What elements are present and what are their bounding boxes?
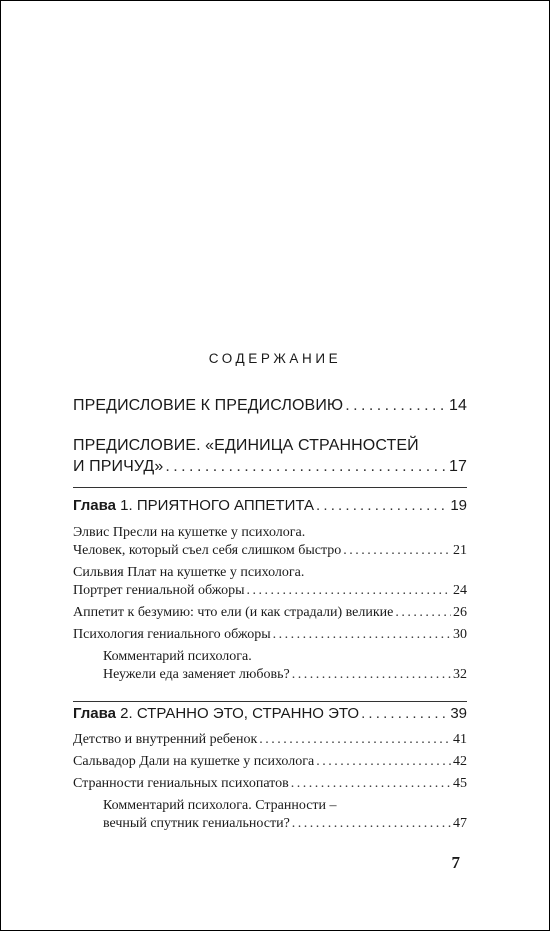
toc-entry-page: 32 (453, 667, 467, 682)
toc-entry-title: Психология гениального обжоры (73, 627, 271, 642)
toc-entry-8[interactable] (73, 776, 467, 792)
dot-leader (247, 583, 452, 599)
toc-entry-7[interactable] (73, 754, 467, 770)
toc-entry-title: И ПРИЧУД» (73, 458, 164, 475)
toc-entry-1-line1[interactable]: Элвис Пресли на кушетке у психолога. (73, 525, 306, 540)
toc-chapter-1[interactable] (73, 497, 467, 514)
toc-entry-title: Сальвадор Дали на кушетке у психолога (73, 754, 315, 769)
dot-leader (292, 667, 451, 683)
toc-entry-page: 45 (453, 776, 467, 791)
toc-entry-9-line1[interactable]: Комментарий психолога. Странности – (103, 798, 337, 813)
toc-entry-6[interactable] (73, 732, 467, 748)
dot-leader (395, 605, 451, 621)
chapter-title: 1. ПРИЯТНОГО АППЕТИТА (116, 497, 315, 514)
dot-leader (316, 497, 448, 514)
toc-entry-3[interactable] (73, 605, 467, 621)
toc-entry-page: 21 (453, 543, 467, 558)
toc-entry-title: Детство и внутренний ребенок (73, 732, 258, 747)
toc-entry-title: Портрет гениальной обжоры (73, 583, 245, 598)
dot-leader (343, 543, 451, 559)
toc-entry-page: 47 (453, 816, 467, 831)
toc-entry-title: Странности гениальных психопатов (73, 776, 289, 791)
toc-entry-title: Человек, который съел себя слишком быстро (73, 543, 342, 558)
toc-entry-9[interactable] (103, 816, 467, 832)
toc-chapter-2[interactable] (73, 705, 467, 722)
toc-entry-preface-2-line1[interactable]: ПРЕДИСЛОВИЕ. «ЕДИНИЦА СТРАННОСТЕЙ (73, 437, 419, 454)
toc-entry-title: вечный спутник гениальности? (103, 816, 290, 831)
toc-entry-page: 26 (453, 605, 467, 620)
toc-entry-page: 41 (453, 732, 467, 747)
toc-entry-5-line1[interactable]: Комментарий психолога. (103, 649, 252, 664)
chapter-label: Глава (73, 497, 116, 514)
toc-entry-page: 39 (450, 705, 467, 722)
toc-entry-2[interactable] (73, 583, 467, 599)
chapter-label: Глава (73, 705, 116, 722)
toc-entry-2-line1[interactable]: Сильвия Плат на кушетке у психолога. (73, 565, 305, 580)
dot-leader (259, 732, 451, 748)
dot-leader (292, 816, 451, 832)
toc-entry-title: Аппетит к безумию: что ели (и как страдали) великие (73, 605, 394, 620)
toc-entry-title: Неужели еда заменяет любовь? (103, 667, 290, 682)
page-number: 7 (451, 853, 460, 872)
toc-entry-page: 42 (453, 754, 467, 769)
toc-entry-page: 30 (453, 627, 467, 642)
toc-entry-1[interactable] (73, 543, 467, 559)
toc-entry-page: 19 (450, 497, 467, 514)
toc-entry-page: 24 (453, 583, 467, 598)
dot-leader (291, 776, 451, 792)
toc-entry-title: ПРЕДИСЛОВИЕ К ПРЕДИСЛОВИЮ (73, 397, 344, 414)
toc-entry-page: 17 (449, 458, 467, 475)
toc-entry-preface-2[interactable] (73, 458, 467, 476)
dot-leader (273, 627, 451, 643)
dot-leader (165, 458, 447, 476)
toc-entry-5[interactable] (103, 667, 467, 683)
chapter-title: 2. СТРАННО ЭТО, СТРАННО ЭТО (116, 705, 360, 722)
divider (73, 487, 467, 488)
toc-entry-4[interactable] (73, 627, 467, 643)
dot-leader (345, 397, 447, 415)
toc-entry-page: 14 (449, 397, 467, 414)
toc-entry-preface-1[interactable] (73, 397, 467, 415)
divider (73, 701, 467, 702)
toc-heading: СОДЕРЖАНИЕ (208, 351, 342, 366)
dot-leader (361, 705, 448, 722)
dot-leader (316, 754, 451, 770)
